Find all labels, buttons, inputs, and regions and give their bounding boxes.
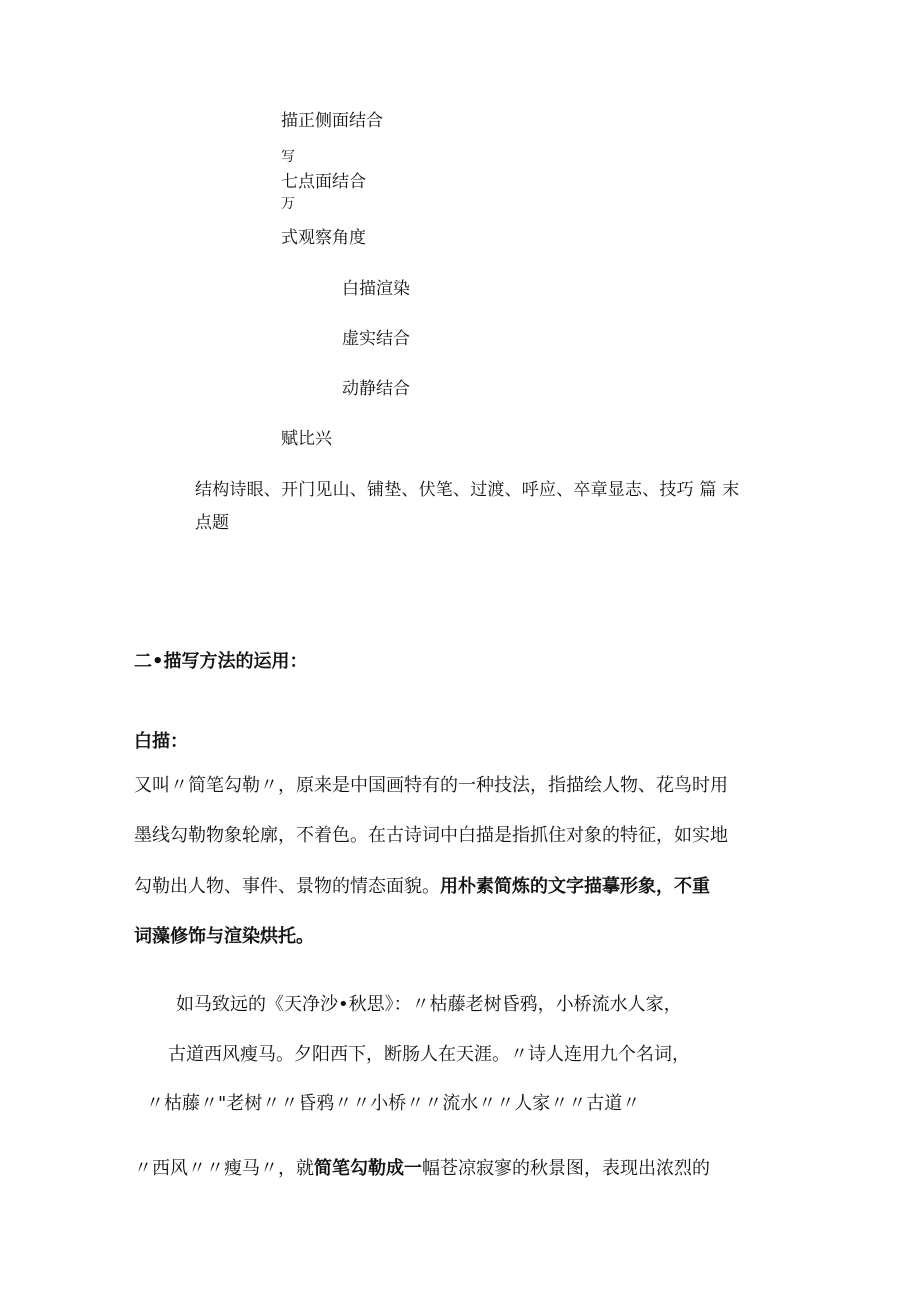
subheading-baimiao: 白描： xyxy=(134,731,188,752)
para1-line2: 墨线勾勒物象轮廓，不着色。在古诗词中白描是指抓住对象的特征，如实地 xyxy=(134,825,728,846)
outline-item-baimiao-xuanran: 白描渲染 xyxy=(342,279,410,299)
para1-line3-bold: 用朴素简炼的文字描摹形象，不重 xyxy=(440,876,710,897)
para2-line4 xyxy=(134,1160,710,1178)
outline-item-observation-angle: 式观察角度 xyxy=(281,228,366,248)
para1-line3-normal: 勾勒出人物、事件、景物的情态面貌。 xyxy=(134,876,440,897)
outline-structure-line: 结构诗眼、开门见山、铺垫、伏笔、过渡、呼应、卒章显志、技巧 篇 末 xyxy=(195,480,740,500)
para2-line3: 〃枯藤〃"老树〃〃昏鸦〃〃小桥〃〃流水〃〃人家〃〃古道〃 xyxy=(146,1093,641,1114)
para2-line4-b: 幅苍凉寂寥的秋景图，表现出浓烈的 xyxy=(422,1158,710,1179)
para1-line1: 又叫〃简笔勾勒〃，原来是中国画特有的一种技法，指描绘人物、花鸟时用 xyxy=(134,775,728,796)
section-heading: 二•描写方法的运用： xyxy=(134,651,308,672)
para2-line1: 如马致远的《天净沙•秋思》：〃枯藤老树昏鸦，小桥流水人家， xyxy=(176,994,682,1015)
para2-line4-bold: 简笔勾勒成一 xyxy=(314,1158,422,1179)
outline-item-side-description: 描正侧面结合 xyxy=(281,111,383,131)
outline-item-motion-still: 动静结合 xyxy=(342,379,410,399)
para2-line2: 古道西风瘦马。夕阳西下，断肠人在天涯。〃诗人连用九个名词， xyxy=(168,1044,690,1065)
outline-item-virtual-real: 虚实结合 xyxy=(342,329,410,349)
outline-structure-line-cont: 点题 xyxy=(195,513,229,533)
outline-category-char-write: 写 xyxy=(281,149,295,165)
para1-line3 xyxy=(134,878,710,896)
outline-item-point-surface: 七点面结合 xyxy=(281,172,366,192)
outline-category-char-wan: 万 xyxy=(281,196,295,212)
outline-item-fubixing: 赋比兴 xyxy=(281,429,332,449)
para1-line4: 词藻修饰与渲染烘托。 xyxy=(134,926,314,947)
para2-line4-a: 〃西风〃〃瘦马〃，就 xyxy=(134,1158,314,1179)
